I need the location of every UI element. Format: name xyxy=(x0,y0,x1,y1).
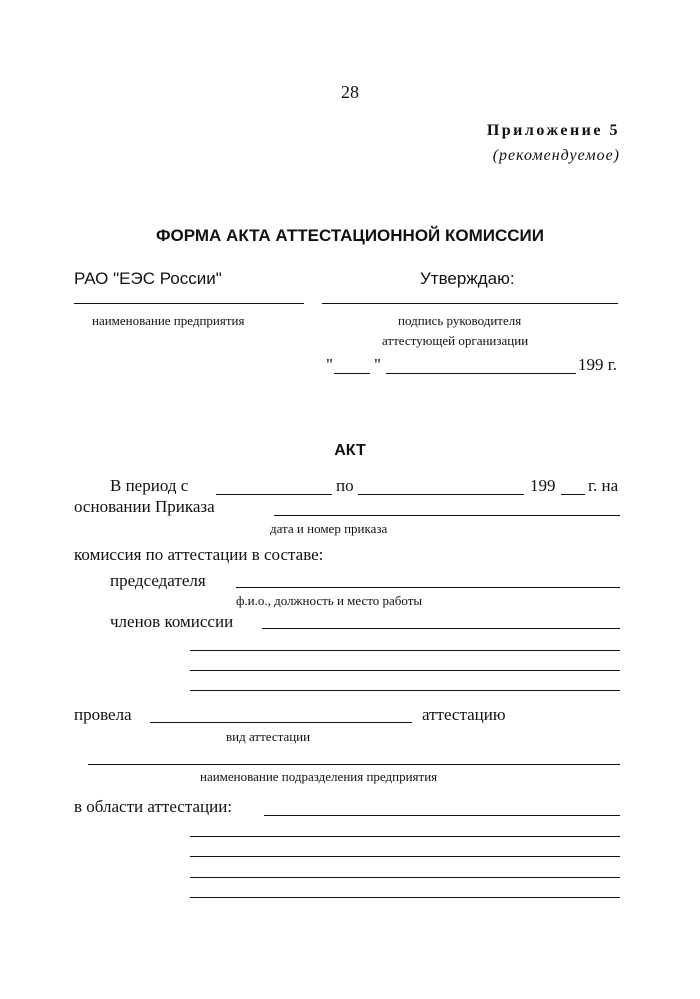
area-line-3 xyxy=(190,856,620,857)
members-line-2 xyxy=(190,650,620,651)
date-month-line xyxy=(386,373,576,374)
act-title: АКТ xyxy=(334,442,366,459)
members-label: членов комиссии xyxy=(110,612,234,631)
department-line xyxy=(88,764,620,765)
members-line-4 xyxy=(190,690,620,691)
members-line-3 xyxy=(190,670,620,671)
date-year-suffix: 199 г. xyxy=(578,355,618,374)
members-line-1 xyxy=(262,628,620,629)
date-quote-open: " xyxy=(326,355,333,374)
organization-name: РАО "ЕЭС России" xyxy=(74,269,222,288)
attestation-type-line xyxy=(150,722,412,723)
conducted-label: провела xyxy=(74,705,132,724)
basis-line xyxy=(274,515,620,516)
period-from-label: В период с xyxy=(110,476,189,495)
basis-caption: дата и номер приказа xyxy=(270,521,388,536)
approve-label: Утверждаю: xyxy=(420,269,515,288)
commission-label: комиссия по аттестации в составе: xyxy=(74,545,324,564)
date-day-line xyxy=(334,373,370,374)
period-to-line xyxy=(358,494,524,495)
area-label: в области аттестации: xyxy=(74,797,233,816)
attestation-type-caption: вид аттестации xyxy=(226,729,311,744)
chairman-label: председателя xyxy=(110,571,206,590)
signature-caption-line2: аттестующей организации xyxy=(382,333,529,348)
organization-caption: наименование предприятия xyxy=(92,313,245,328)
chairman-caption: ф.и.о., должность и место работы xyxy=(236,593,423,608)
area-line-5 xyxy=(190,897,620,898)
date-quote-close: " xyxy=(374,355,381,374)
period-to-label: по xyxy=(336,476,354,495)
attestation-word: аттестацию xyxy=(422,705,506,724)
signature-line xyxy=(322,303,618,304)
period-year-label: 199 xyxy=(530,476,556,495)
period-from-line xyxy=(216,494,332,495)
appendix-subtitle: (рекомендуемое) xyxy=(492,147,620,164)
organization-name-line xyxy=(74,303,304,304)
department-caption: наименование подразделения предприятия xyxy=(200,769,438,784)
appendix-title: Приложение 5 xyxy=(486,122,620,139)
area-line-2 xyxy=(190,836,620,837)
page-number: 28 xyxy=(341,82,359,102)
period-year-line xyxy=(561,494,585,495)
area-line-4 xyxy=(190,877,620,878)
area-line-1 xyxy=(264,815,620,816)
signature-caption-line1: подпись руководителя xyxy=(398,313,522,328)
chairman-line xyxy=(236,587,620,588)
period-year-suffix: г. на xyxy=(588,476,619,495)
form-title: ФОРМА АКТА АТТЕСТАЦИОННОЙ КОМИССИИ xyxy=(156,226,544,245)
basis-label: основании Приказа xyxy=(74,497,215,516)
